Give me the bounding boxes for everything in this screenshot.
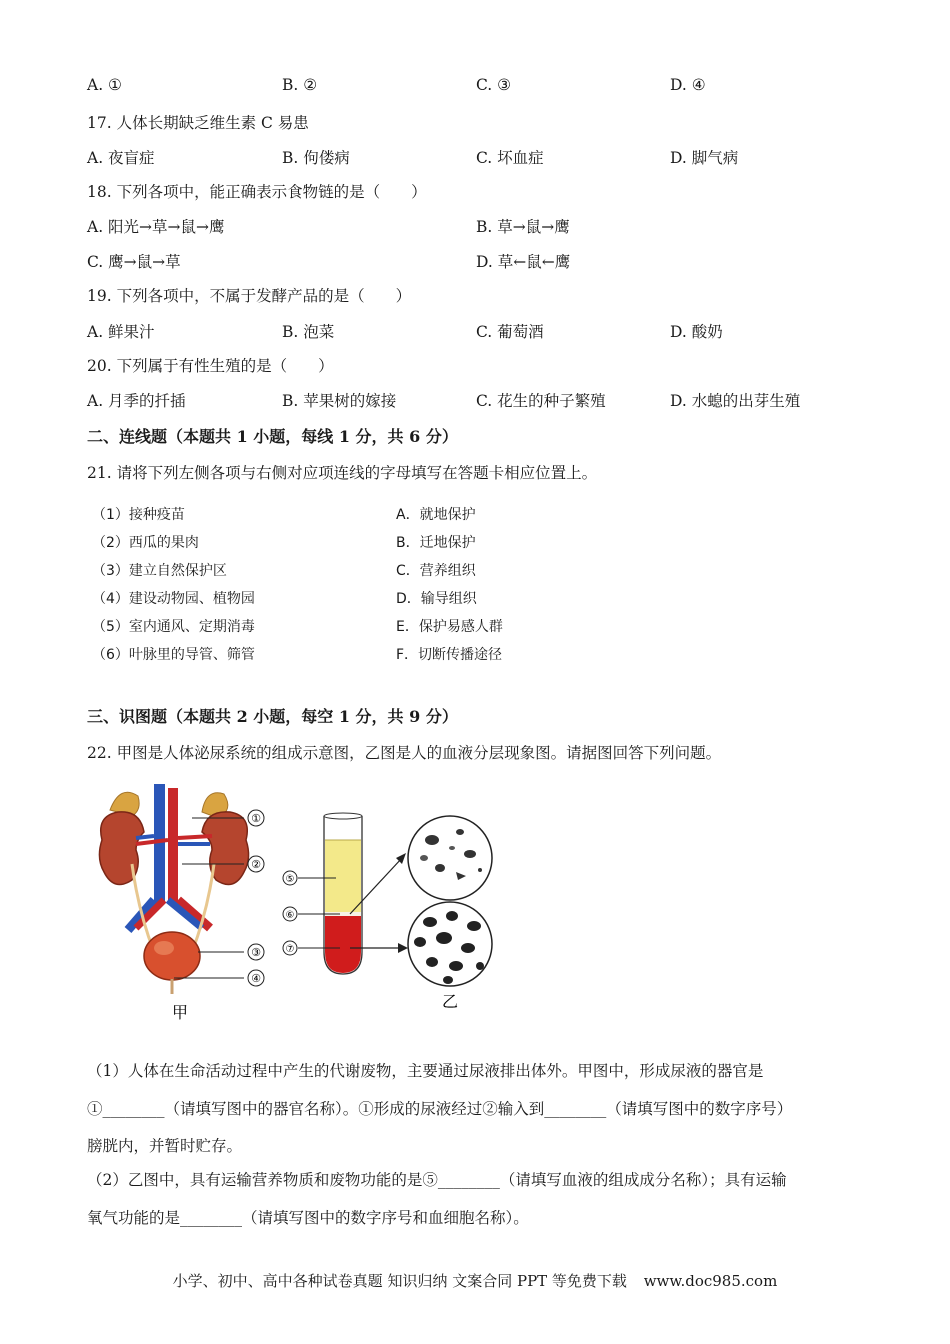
- q21-left-3: （3）建立自然保护区: [92, 563, 227, 579]
- q16-option-a: A. ①: [87, 76, 122, 94]
- section-3-heading: 三、识图题（本题共 2 小题，每空 1 分，共 9 分）: [87, 707, 458, 726]
- q22-part1-line3: 膀胱内，并暂时贮存。: [87, 1137, 243, 1155]
- q16-option-c: C. ③: [476, 76, 512, 94]
- fig-yi-label-7: ⑦: [285, 944, 295, 955]
- q20-option-b: B. 苹果树的嫁接: [282, 392, 397, 410]
- q21-left-1: （1）接种疫苗: [92, 507, 185, 523]
- q22-part1-line1: （1）人体在生命活动过程中产生的代谢废物，主要通过尿液排出体外。甲图中，形成尿液的器官是: [87, 1062, 764, 1080]
- q20-option-a: A. 月季的扦插: [87, 392, 186, 410]
- page-footer: [0, 1270, 950, 1291]
- q21-right-b: B．迁地保护: [396, 535, 476, 551]
- q21-left-6: （6）叶脉里的导管、筛管: [92, 647, 255, 663]
- q21-left-4: （4）建设动物园、植物园: [92, 591, 255, 607]
- fig-jia-label-2: ②: [251, 858, 261, 871]
- q17-stem: 17. 人体长期缺乏维生素 C 易患: [87, 114, 309, 132]
- q17-option-a: A. 夜盲症: [87, 149, 155, 167]
- q19-stem: 19. 下列各项中，不属于发酵产品的是（ ）: [87, 287, 412, 305]
- q18-stem: 18. 下列各项中，能正确表示食物链的是（ ）: [87, 183, 427, 201]
- q19-option-d: D. 酸奶: [670, 323, 723, 341]
- fig-jia-caption: 甲: [171, 1003, 189, 1022]
- q19-option-c: C. 葡萄酒: [476, 323, 544, 341]
- q21-right-a: A．就地保护: [396, 507, 476, 523]
- q22-part2-line2: 氧气功能的是________（请填写图中的数字序号和血细胞名称）。: [87, 1209, 529, 1227]
- q20-stem: 20. 下列属于有性生殖的是（ ）: [87, 357, 334, 375]
- fig-jia-label-4: ④: [251, 972, 261, 985]
- q16-option-d: D. ④: [670, 76, 706, 94]
- q16-option-b: B. ②: [282, 76, 318, 94]
- fig-jia-label-1: ①: [251, 812, 261, 825]
- q21-right-c: C．营养组织: [396, 563, 476, 579]
- q21-left-2: （2）西瓜的果肉: [92, 535, 199, 551]
- q19-option-a: A. 鲜果汁: [87, 323, 155, 341]
- q17-option-d: D. 脚气病: [670, 149, 739, 167]
- q20-option-d: D. 水螅的出芽生殖: [670, 392, 801, 410]
- fig-jia-label-3: ③: [251, 946, 261, 959]
- q18-option-a: A. 阳光→草→鼠→鹰: [87, 218, 225, 236]
- q18-option-b: B. 草→鼠→鹰: [476, 218, 570, 236]
- q21-right-f: F．切断传播途径: [396, 647, 503, 663]
- q22-part2-line1: （2）乙图中，具有运输营养物质和废物功能的是⑤________（请填写血液的组成成分名称）；具有运输: [87, 1171, 787, 1189]
- q21-right-d: D．输导组织: [396, 591, 477, 607]
- q21-stem: 21. 请将下列左侧各项与右侧对应项连线的字母填写在答题卡相应位置上。: [87, 464, 598, 482]
- fig-yi-label-5: ⑤: [285, 874, 295, 885]
- footer-link[interactable]: www.doc985.com: [643, 1272, 778, 1290]
- q18-option-d: D. 草←鼠←鹰: [476, 253, 571, 271]
- section-2-heading: 二、连线题（本题共 1 小题，每线 1 分，共 6 分）: [87, 427, 458, 446]
- q21-right-e: E．保护易感人群: [396, 619, 503, 635]
- q17-option-b: B. 佝偻病: [282, 149, 350, 167]
- q18-option-c: C. 鹰→鼠→草: [87, 253, 181, 271]
- fig-yi-caption: 乙: [441, 992, 459, 1011]
- footer-text: 小学、初中、高中各种试卷真题 知识归纳 文案合同 PPT 等免费下载: [172, 1272, 627, 1290]
- figure-urinary-system: [92, 780, 282, 1030]
- q22-stem: 22. 甲图是人体泌尿系统的组成示意图，乙图是人的血液分层现象图。请据图回答下列问题。: [87, 744, 722, 762]
- q19-option-b: B. 泡菜: [282, 323, 335, 341]
- q17-option-c: C. 坏血症: [476, 149, 544, 167]
- figure-blood-layers: [280, 810, 500, 1020]
- q21-left-5: （5）室内通风、定期消毒: [92, 619, 255, 635]
- q20-option-c: C. 花生的种子繁殖: [476, 392, 606, 410]
- fig-yi-label-6: ⑥: [285, 910, 295, 921]
- q22-part1-line2: ①________（请填写图中的器官名称）。①形成的尿液经过②输入到________（请填写图中的数字序号）: [87, 1100, 793, 1118]
